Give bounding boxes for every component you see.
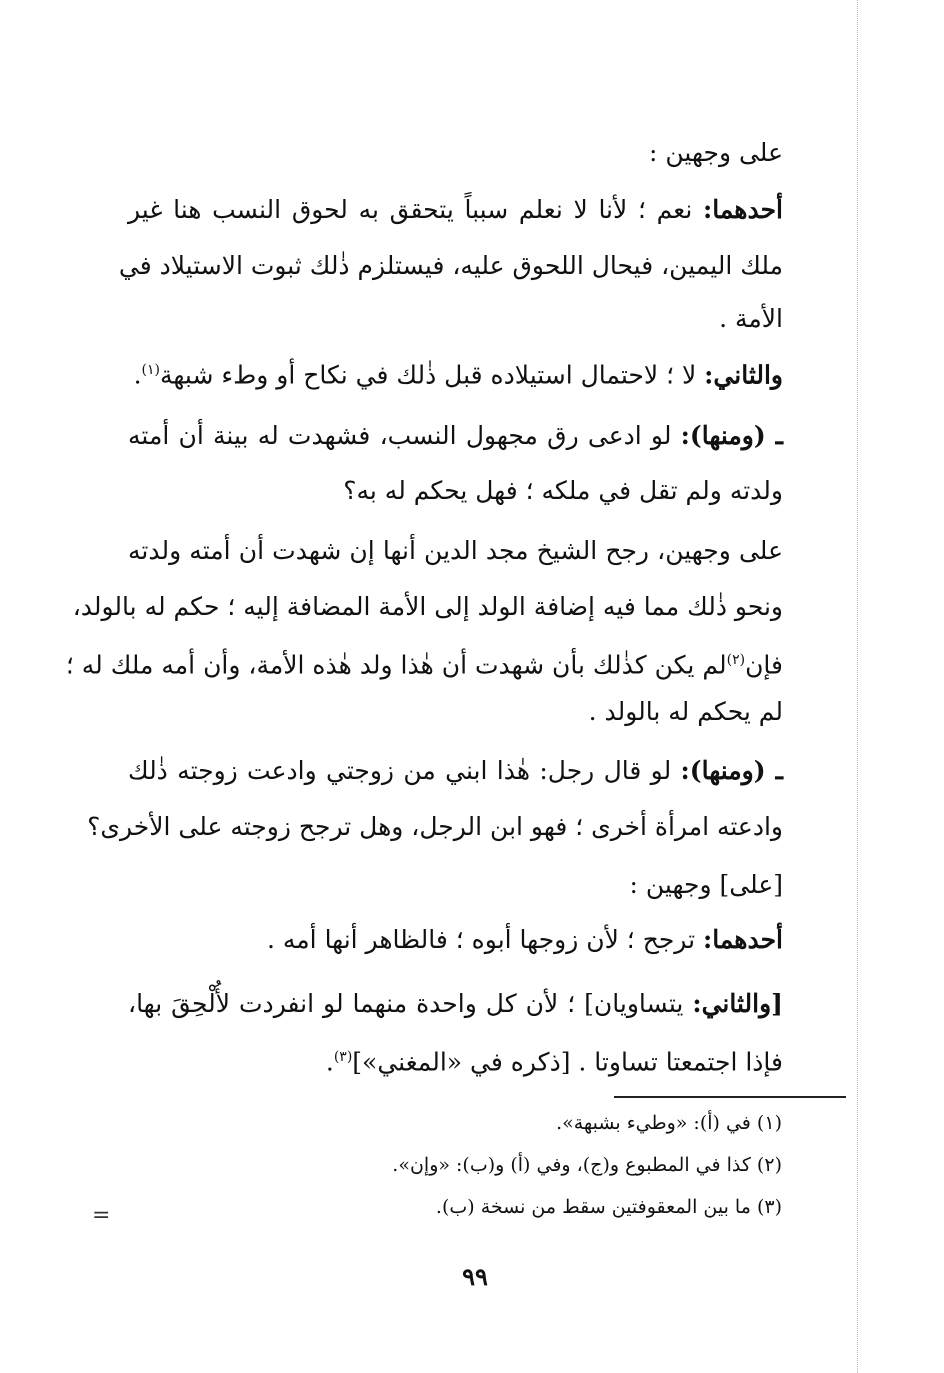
body-line — [128, 417, 783, 455]
body-line — [128, 351, 783, 389]
body-line — [128, 985, 783, 1023]
footnote-2: (٢) كذا في المطبوع و(ج)، وفي (أ) و(ب): «وإن». — [392, 1154, 782, 1176]
line-text: لو قال رجل: هٰذا ابني من زوجتي وادعت زوجته ذٰلك — [128, 756, 681, 785]
line-text: ونحو ذٰلك مما فيه إضافة الولد إلى الأمة المضافة إليه ؛ حكم له بالولد، — [72, 592, 783, 621]
line-text: . — [325, 1047, 334, 1077]
bold-heading-text: أحدهما: — [702, 925, 783, 954]
body-line — [128, 866, 783, 904]
body-line — [128, 300, 783, 338]
footnote-3: (٣) ما بين المعقوفتين سقط من نسخة (ب). — [435, 1196, 782, 1218]
line-text: لم يحكم له بالولد . — [588, 697, 783, 726]
body-line — [128, 752, 783, 790]
line-text: وادعته امرأة أخرى ؛ فهو ابن الرجل، وهل ترجح زوجته على الأخرى؟ — [87, 812, 783, 841]
line-text: فإذا اجتمعتا تساوتا . [ذكره في «المغني»] — [352, 1047, 783, 1077]
body-line — [128, 472, 783, 510]
body-line — [87, 808, 783, 846]
body-line — [128, 693, 783, 731]
body-line — [128, 1038, 783, 1076]
line-text: الأمة . — [719, 304, 783, 333]
body-line — [128, 134, 783, 172]
line-text: على وجهين، رجح الشيخ مجد الدين أنها إن شهدت أن أمته ولدته — [128, 536, 783, 565]
line-text: ولدته ولم تقل في ملكه ؛ فهل يحكم له به؟ — [343, 476, 783, 505]
body-line — [65, 641, 783, 680]
bold-heading-text: ـ (ومنها): — [680, 421, 783, 450]
line-text: لا ؛ لاحتمال استيلاده قبل ذٰلك في نكاح أو وطء شبهة — [159, 360, 705, 390]
line-text: لو ادعى رق مجهول النسب، فشهدت له بينة أن أمته — [128, 421, 681, 450]
bold-heading-text: ـ (ومنها): — [680, 756, 783, 785]
margin-mark: = — [92, 1203, 111, 1228]
footnote-separator — [614, 1096, 846, 1098]
body-line — [118, 247, 783, 285]
page-edge-line — [857, 0, 858, 1373]
line-text: . — [133, 360, 142, 390]
line-text: [على] وجهين : — [629, 870, 783, 899]
footnote-ref: (١) — [141, 362, 160, 378]
body-line — [128, 921, 783, 959]
footnote-ref: (٢) — [726, 652, 746, 668]
bold-heading-text: [والثاني: — [692, 989, 783, 1018]
body-line — [72, 588, 783, 626]
body-line — [128, 191, 783, 229]
line-text: على وجهين : — [649, 138, 783, 167]
line-text: لم يكن كذٰلك بأن شهدت أن هٰذا ولد هٰذه الأمة، وأن أمه ملك له ؛ — [65, 650, 727, 680]
bold-heading-text: أحدهما: — [702, 195, 783, 224]
body-line — [128, 532, 783, 570]
line-text: فإن — [745, 650, 783, 680]
footnote-1: (١) في (أ): «وطيء بشبهة». — [556, 1112, 782, 1134]
footnote-ref: (٣) — [333, 1049, 353, 1065]
line-text: ملك اليمين، فيحال اللحوق عليه، فيستلزم ذٰلك ثبوت الاستيلاد في — [118, 251, 783, 280]
line-text: ترجح ؛ لأن زوجها أبوه ؛ فالظاهر أنها أمه . — [266, 925, 703, 954]
bold-heading-text: والثاني: — [704, 360, 783, 390]
line-text: نعم ؛ لأنا لا نعلم سبباً يتحقق به لحوق النسب هنا غير — [128, 195, 703, 224]
line-text: يتساويان] ؛ لأن كل واحدة منهما لو انفردت لأُلْحِقَ بها، — [128, 989, 693, 1018]
page-number: ٩٩ — [462, 1262, 488, 1291]
